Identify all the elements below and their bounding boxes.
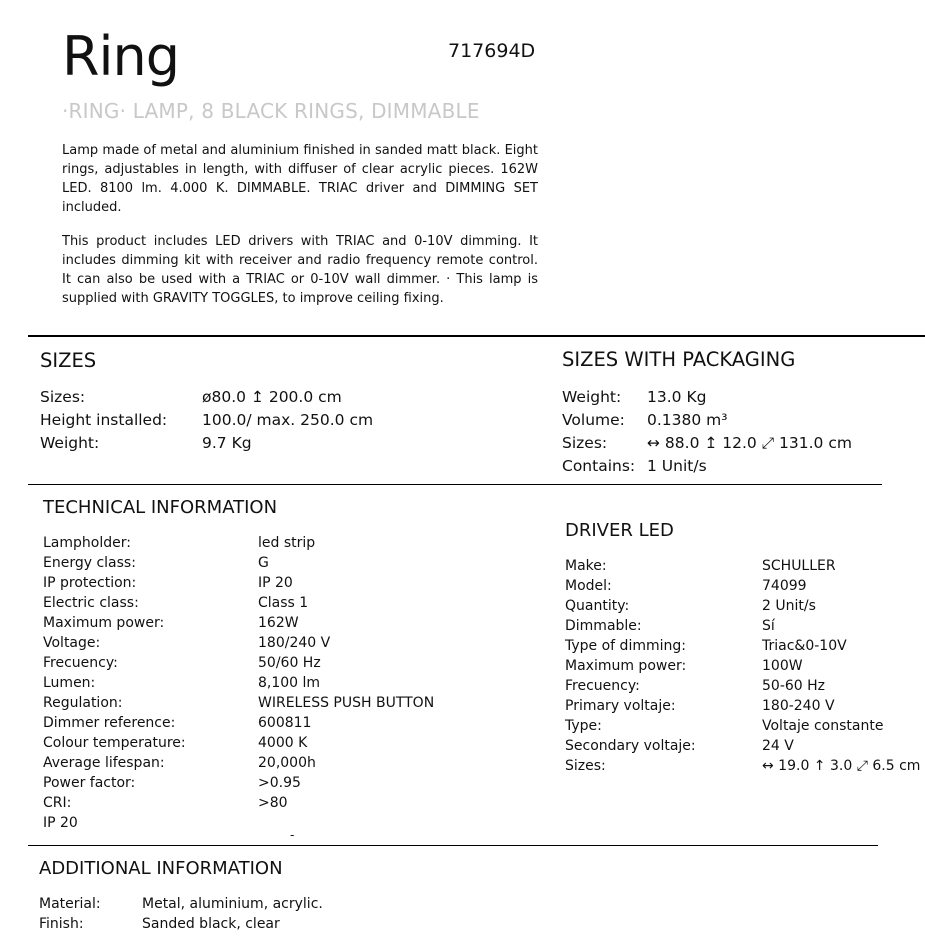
driver-row-value: Triac&0-10V (762, 638, 847, 654)
driver-row-label: Type of dimming: (565, 638, 686, 654)
additional-row-label: Material: (39, 896, 101, 912)
technical-row-value: G (258, 555, 269, 571)
technical-row-label: Dimmer reference: (43, 715, 176, 731)
technical-row-value: >80 (258, 795, 288, 811)
product-code: 717694D (448, 40, 536, 62)
driver-row-label: Frecuency: (565, 678, 640, 694)
driver-row-value: 2 Unit/s (762, 598, 816, 614)
technical-row-label: CRI: (43, 795, 72, 811)
driver-row-value: ↔ 19.0 ↑ 3.0 ⤢ 6.5 cm (762, 758, 921, 774)
packaging-row-value: 1 Unit/s (647, 457, 707, 475)
technical-row-label: IP protection: (43, 575, 137, 591)
driver-row-value: Sí (762, 618, 775, 634)
driver-heading: DRIVER LED (565, 520, 674, 541)
driver-row-value: 100W (762, 658, 803, 674)
technical-row-value: >0.95 (258, 775, 301, 791)
driver-row-label: Secondary voltaje: (565, 738, 696, 754)
driver-row-value: 50-60 Hz (762, 678, 826, 694)
technical-row-label: Energy class: (43, 555, 136, 571)
technical-row-value: 162W (258, 615, 299, 631)
technical-row-label: Frecuency: (43, 655, 118, 671)
technical-row-label: Lampholder: (43, 535, 131, 551)
driver-row-label: Model: (565, 578, 612, 594)
driver-row-label: Sizes: (565, 758, 606, 774)
sizes-row-label: Sizes: (40, 388, 86, 406)
technical-row-value: Class 1 (258, 595, 309, 611)
driver-row-label: Primary voltaje: (565, 698, 676, 714)
technical-row-label: Maximum power: (43, 615, 165, 631)
product-subtitle: ·RING· LAMP, 8 BLACK RINGS, DIMMABLE (62, 99, 480, 123)
driver-row-value: 74099 (762, 578, 807, 594)
sizes-row-label: Height installed: (40, 411, 168, 429)
technical-row-label: Regulation: (43, 695, 123, 711)
technical-trailing-mark: - (290, 828, 295, 842)
technical-row-value: 4000 K (258, 735, 308, 751)
technical-row-label: Lumen: (43, 675, 96, 691)
sizes-row-value: ø80.0 ↥ 200.0 cm (202, 388, 342, 406)
technical-row-label: Voltage: (43, 635, 101, 651)
technical-row-label: Power factor: (43, 775, 136, 791)
driver-row-value: Voltaje constante (762, 718, 884, 734)
packaging-row-value: 13.0 Kg (647, 388, 707, 406)
technical-row-value: 8,100 lm (258, 675, 321, 691)
driver-row-label: Quantity: (565, 598, 630, 614)
technical-heading: TECHNICAL INFORMATION (43, 497, 278, 518)
packaging-row-value: 0.1380 m³ (647, 411, 728, 429)
packaging-row-label: Volume: (562, 411, 625, 429)
technical-row-label: Colour temperature: (43, 735, 186, 751)
sizes-row-value: 9.7 Kg (202, 434, 252, 452)
packaging-row-label: Weight: (562, 388, 622, 406)
divider-bottom (28, 845, 878, 846)
product-title: Ring (62, 25, 180, 88)
technical-row-value: 600811 (258, 715, 312, 731)
packaging-row-label: Sizes: (562, 434, 608, 452)
additional-row-value: Metal, aluminium, acrylic. (142, 896, 323, 912)
packaging-heading: SIZES WITH PACKAGING (562, 348, 796, 371)
technical-row-value: led strip (258, 535, 316, 551)
divider-top (28, 335, 925, 337)
driver-row-value: 24 V (762, 738, 794, 754)
technical-row-value: WIRELESS PUSH BUTTON (258, 695, 435, 711)
packaging-row-value: ↔ 88.0 ↥ 12.0 ⤢ 131.0 cm (647, 434, 852, 452)
packaging-row-label: Contains: (562, 457, 636, 475)
driver-row-value: SCHULLER (762, 558, 836, 574)
technical-row-value: 20,000h (258, 755, 316, 771)
sizes-row-value: 100.0/ max. 250.0 cm (202, 411, 374, 429)
description-paragraph-2: This product includes LED drivers with TRIAC and 0-10V dimming. It includes dimming kit with receiver and radio frequency remote control. It can also be used with a TRIAC or 0-10V wall dimmer. · This lamp is supplied with GRAVITY TOGGLES, to improve ceiling fixing. (62, 234, 538, 306)
description-paragraph-1: Lamp made of metal and aluminium finished in sanded matt black. Eight rings, adjustables in length, with diffuser of clear acrylic pieces. 162W LED. 8100 lm. 4.000 K. DIMMABLE. TRIAC driver and DIMMING SET included. (62, 143, 538, 215)
divider-middle (28, 484, 882, 485)
additional-row-label: Finish: (39, 916, 84, 932)
technical-row-value: IP 20 (258, 575, 293, 591)
driver-row-label: Type: (565, 718, 602, 734)
technical-row-value: 180/240 V (258, 635, 331, 651)
technical-row-label: Electric class: (43, 595, 139, 611)
driver-row-label: Maximum power: (565, 658, 687, 674)
technical-row-label: Average lifespan: (43, 755, 165, 771)
additional-row-value: Sanded black, clear (142, 916, 280, 932)
additional-heading: ADDITIONAL INFORMATION (39, 858, 283, 879)
driver-row-label: Dimmable: (565, 618, 642, 634)
technical-row-value: 50/60 Hz (258, 655, 321, 671)
sizes-heading: SIZES (40, 349, 97, 372)
driver-row-label: Make: (565, 558, 607, 574)
technical-row-label: IP 20 (43, 815, 78, 831)
sizes-row-label: Weight: (40, 434, 100, 452)
driver-row-value: 180-240 V (762, 698, 835, 714)
